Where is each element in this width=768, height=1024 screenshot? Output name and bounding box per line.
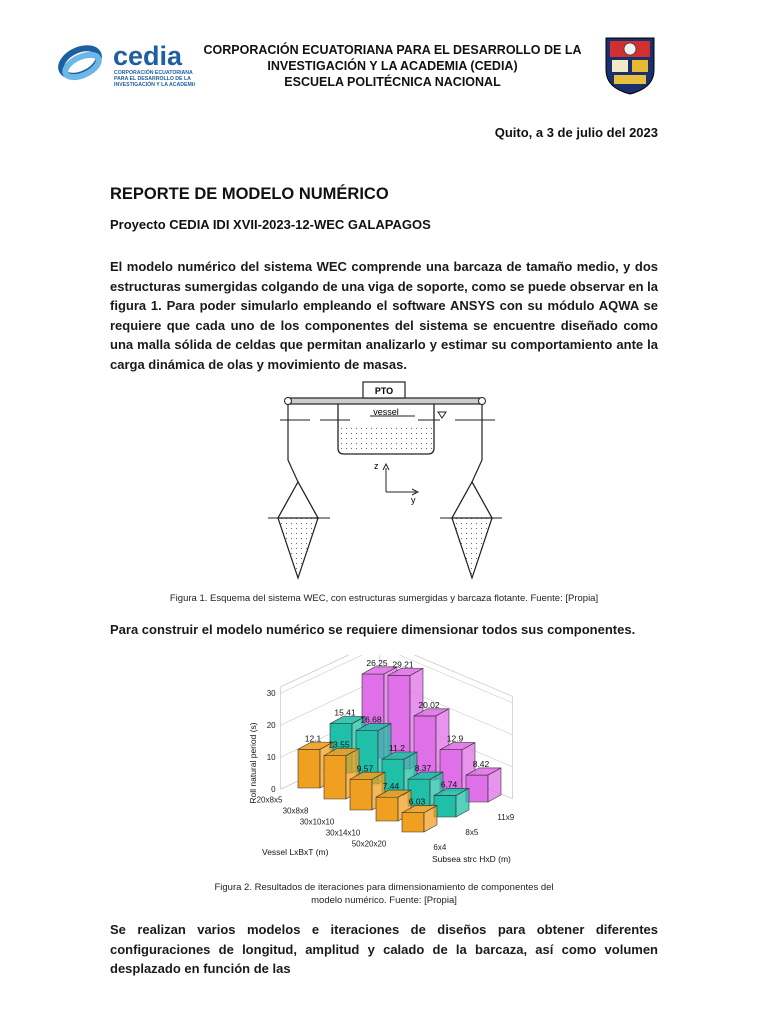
bar-front — [298, 749, 320, 788]
z-tick-label: 30 — [266, 689, 276, 699]
cedia-logo-mark — [55, 38, 195, 90]
z-tick-label: 0 — [271, 785, 276, 795]
bar-value-label: 8.42 — [472, 759, 490, 770]
vessel-category-label: 20x8x5 — [256, 795, 283, 805]
bar-value-label: 8.37 — [414, 763, 432, 774]
x-axis-title: Vessel LxBxT (m) — [262, 847, 329, 857]
bar-value-label: 12.9 — [446, 733, 464, 744]
y-axis-label: y — [411, 495, 416, 505]
bar-value-label: 11.2 — [389, 743, 405, 754]
z-axis-label: z — [374, 461, 379, 471]
bar-value-label: 12.1 — [304, 733, 322, 744]
bar-value-label: 15.41 — [334, 707, 356, 718]
bar-front — [376, 797, 398, 821]
figure-2-caption-line-2: modelo numérico. Fuente: [Propia] — [311, 895, 457, 906]
figure-2-caption — [110, 881, 658, 907]
bar-value-label: 16.68 — [360, 714, 382, 725]
figure-1-wec-scheme — [240, 372, 530, 584]
report-title: REPORTE DE MODELO NUMÉRICO — [110, 185, 389, 203]
header-line-2: INVESTIGACIÓN Y LA ACADEMIA (CEDIA) — [267, 59, 518, 73]
bar-front — [324, 756, 346, 799]
z-axis-title: Roll natural period (s) — [248, 722, 258, 804]
z-tick-label: 20 — [266, 721, 276, 731]
bar-value-label: 7.44 — [382, 781, 400, 792]
svg-text:PARA EL DESARROLLO DE LA: PARA EL DESARROLLO DE LA — [114, 76, 191, 82]
project-title: Proyecto CEDIA IDI XVII-2023-12-WEC GALAPAGOS — [110, 217, 431, 232]
bar-value-label: 13.55 — [328, 739, 350, 750]
vessel-category-label: 30x8x8 — [282, 806, 309, 816]
svg-text:INVESTIGACIÓN Y LA ACADEMIA: INVESTIGACIÓN Y LA ACADEMIA — [114, 82, 195, 88]
y-axis-title: Subsea strc HxD (m) — [432, 854, 511, 864]
paragraph-iterations: Se realizan varios modelos e iteraciones de diseños para obtener diferentes configuraciones de longitud, amplitud y calado de la barcaza, así como volumen desplazado en función de las — [110, 922, 658, 976]
cedia-logo — [55, 38, 195, 90]
figure-1-caption: Figura 1. Esquema del sistema WEC, con estructuras sumergidas y barcaza flotante. Fuente: [Propia] — [169, 593, 599, 604]
paragraph-intro: El modelo numérico del sistema WEC comprende una barcaza de tamaño medio, y dos estructuras sumergidas colgando de una viga de soporte, como se puede observar en la figura 1. Para poder simularlo empleando el software ANSYS con su módulo AQWA se requiere que cada uno de los componentes del sistema se encuentre diseñado como una malla sólida de celdas que permitan analizarlo y estimar su comportamiento ante la carga dinámica de olas y movimiento de masas. — [110, 259, 658, 372]
bar-value-label: 6.03 — [408, 796, 426, 807]
bar-front — [402, 813, 424, 832]
epn-shield-logo — [600, 34, 660, 96]
support-beam — [288, 398, 482, 404]
vessel-label: vessel — [373, 407, 399, 417]
bar-front — [350, 779, 372, 810]
cedia-logo-text: cedia — [113, 41, 183, 71]
subsea-category-label: 8x5 — [465, 827, 479, 837]
vessel-water — [340, 428, 432, 452]
header-line-3: ESCUELA POLITÉCNICA NACIONAL — [284, 75, 501, 89]
bar-value-label: 6.74 — [440, 779, 458, 790]
vessel-category-label: 30x10x10 — [299, 817, 335, 827]
date-line: Quito, a 3 de julio del 2023 — [494, 125, 658, 140]
bar-value-label: 29.21 — [392, 659, 414, 670]
figure-2-bar-chart — [240, 655, 540, 877]
vessel-category-label: 50x20x20 — [351, 839, 387, 849]
bar-value-label: 26.25 — [366, 658, 388, 668]
vessel-category-label: 30x14x10 — [325, 828, 361, 838]
z-tick-label: 10 — [266, 753, 276, 763]
header-line-1: CORPORACIÓN ECUATORIANA PARA EL DESARROLLO DE LA — [203, 43, 582, 57]
roll-period-chart — [240, 655, 540, 877]
figure-2-caption-line-1: Figura 2. Resultados de iteraciones para dimensionamiento de componentes del — [214, 882, 554, 893]
pto-label: PTO — [374, 386, 394, 396]
subsea-category-label: 6x4 — [433, 842, 447, 852]
bar-value-label: 9.57 — [356, 763, 374, 774]
subsea-category-label: 11x9 — [497, 812, 515, 822]
bar-value-label: 20.02 — [418, 699, 440, 710]
svg-text:CORPORACIÓN ECUATORIANA: CORPORACIÓN ECUATORIANA — [114, 70, 193, 76]
institution-header — [200, 42, 585, 90]
paragraph-components: Para construir el modelo numérico se requiere dimensionar todos sus componentes. — [110, 622, 636, 637]
